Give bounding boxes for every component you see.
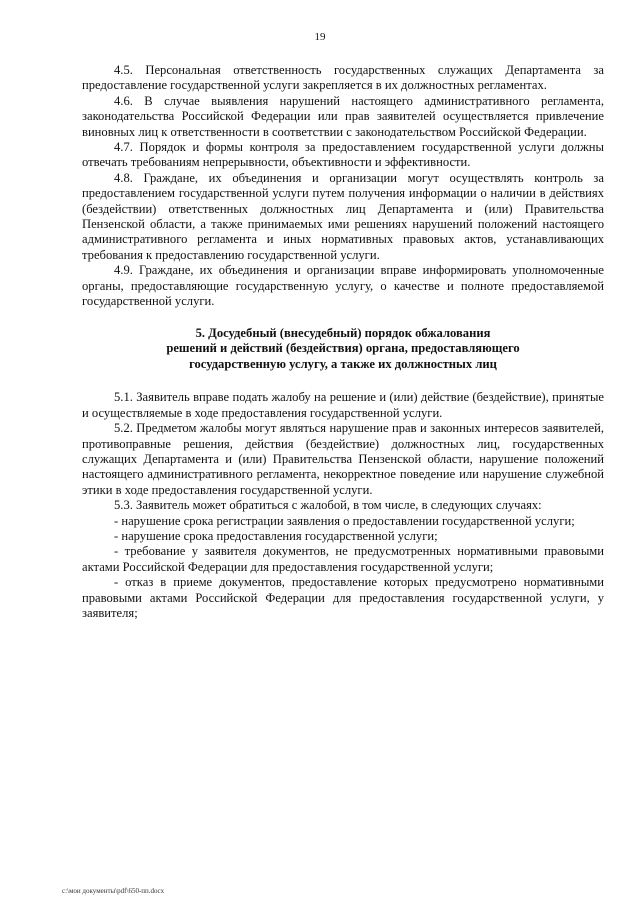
paragraph-4-6: 4.6. В случае выявления нарушений настоящего административного регламента, законодательства Российской Федерации или прав заявителей осуществляется привлечение виновных лиц к ответственности в соответствии с законодательством Российской Федерации. [82,93,604,139]
file-path-footer: c:\мои документы\pdf\650-пп.docx [62,887,165,895]
document-body [82,63,604,621]
heading-line-3: государственную услугу, а также их должностных лиц [189,356,497,371]
list-item: - нарушение срока регистрации заявления о предоставлении государственной услуги; [114,513,575,528]
paragraph-4-8: 4.8. Граждане, их объединения и организации могут осуществлять контроль за предоставлением государственной услуги путем получения информации о наличии в действиях (бездействии) ответственных должностных лиц Департамента и (или) Правительства Пензенской области, а также принимаемых ими решениях нарушений положений настоящего административного регламента и иных нормативных правовых актов, устанавливающих требования к предоставлению государственной услуги. [82,170,604,262]
paragraph-4-7: 4.7. Порядок и формы контроля за предоставлением государственной услуги должны отвечать требованиям непрерывности, объективности и эффективности. [82,140,604,170]
list-item: - отказ в приеме документов, предоставление которых предусмотрено нормативными правовыми актами Российской Федерации для предоставления государственной услуги, у заявителя; [82,575,604,620]
list-item: - нарушение срока предоставления государственной услуги; [114,528,438,543]
page-number: 19 [314,31,326,43]
paragraph-4-9: 4.9. Граждане, их объединения и организации вправе информировать уполномоченные органы, предоставляющие государственную услугу, о качестве и полноте предоставляемой государственной услуги. [82,263,604,309]
paragraph-5-3: 5.3. Заявитель может обратиться с жалобой, в том числе, в следующих случаях: [114,498,542,513]
section-5-heading [82,326,604,373]
paragraph-4-5: 4.5. Персональная ответственность государственных служащих Департамента за предоставление государственной услуги закрепляется в их должностных регламентах. [82,63,604,93]
heading-line-1: 5. Досудебный (внесудебный) порядок обжалования [195,325,491,340]
list-item: - требование у заявителя документов, не предусмотренных нормативными правовыми актами Российской Федерации для предоставления государственной услуги; [82,544,604,574]
paragraph-5-1: 5.1. Заявитель вправе подать жалобу на решение и (или) действие (бездействие), принятые и осуществляемые в ходе предоставления государственной услуги. [82,390,604,420]
heading-line-2: решений и действий (бездействия) органа, предоставляющего [166,341,520,356]
paragraph-5-2: 5.2. Предметом жалобы могут являться нарушение прав и законных интересов заявителей, противоправные решения, действия (бездействие) должностных лиц, государственных служащих Департамента и (или) Правительства Пензенской области, нарушение положений настоящего административного регламента, некорректное поведение или нарушение служебной этики в ходе предоставления государственной услуги. [82,421,604,497]
